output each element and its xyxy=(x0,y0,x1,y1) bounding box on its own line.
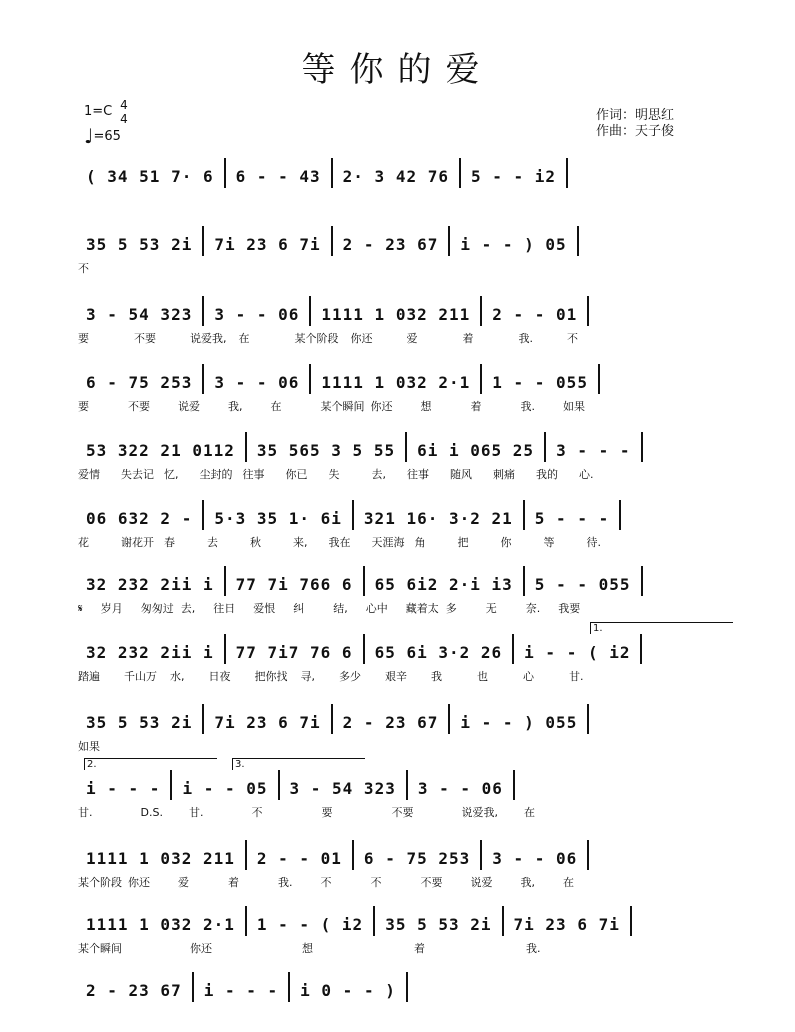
bar-line xyxy=(523,500,525,530)
measure: ( 34 51 7· 6 xyxy=(86,167,214,186)
lyric-word: 不 xyxy=(370,876,382,889)
bar-line xyxy=(331,158,333,188)
lyric-word: 你还 xyxy=(128,876,150,889)
measure: 3 - 54 323 xyxy=(289,779,396,798)
score-row xyxy=(0,623,795,694)
measure: 5·3 35 1· 6i xyxy=(214,509,342,528)
lyric-word: 往事 xyxy=(407,468,429,481)
measure: 1 - - ( i2 xyxy=(256,915,364,934)
lyric-word: 你已 xyxy=(285,468,308,481)
lyric-word: 不要 xyxy=(391,806,414,819)
lyric-word: 我. xyxy=(278,876,293,889)
lyric-word: 待. xyxy=(586,536,601,549)
measure: 1 - - 055 xyxy=(492,373,588,392)
score-row xyxy=(0,566,795,626)
lyric-word: 你还 xyxy=(350,332,373,345)
measure: 321 16· 3·2 21 xyxy=(363,509,513,528)
volta-mark: 3. xyxy=(232,758,365,770)
lyric-word: 日夜 xyxy=(208,670,231,683)
time-signature-bottom: 4 xyxy=(120,112,128,126)
measure: 53 322 21 0112 xyxy=(86,441,235,460)
lyric-word: 谢花开 xyxy=(121,536,154,549)
lyric-word: 天涯海 xyxy=(371,536,405,549)
lyric-word: 不 xyxy=(251,806,263,819)
bar-line xyxy=(363,566,365,596)
measure: 5 - - i2 xyxy=(470,167,557,186)
measure: 6 - 75 253 xyxy=(86,373,193,392)
notation-line xyxy=(78,634,738,660)
volta-mark: 2. xyxy=(84,758,217,770)
measure: 35 5 53 2i xyxy=(385,915,492,934)
measure: 2 - 23 67 xyxy=(342,235,439,254)
bar-line xyxy=(577,226,579,256)
measure: 3 - - 06 xyxy=(214,305,300,324)
bar-line xyxy=(245,840,247,870)
lyric-word: 如果 xyxy=(78,740,100,753)
lyricist-credit: 作词：明思红 xyxy=(596,108,675,123)
lyric-word: 我 xyxy=(431,670,442,683)
bar-line xyxy=(587,840,589,870)
lyric-word: 去, xyxy=(371,468,386,481)
lyric-word: 说爱 xyxy=(470,876,493,889)
lyric-line xyxy=(78,738,738,754)
lyric-word: 不要 xyxy=(420,876,443,889)
lyric-word: 去 xyxy=(207,536,218,549)
notation-line xyxy=(78,158,738,184)
lyric-line xyxy=(78,260,738,276)
bar-line xyxy=(459,158,461,188)
bar-line xyxy=(544,432,546,462)
bar-line xyxy=(587,704,589,734)
lyric-word: 踏遍 xyxy=(78,670,100,683)
score-row xyxy=(0,296,795,356)
measure: i - - - xyxy=(203,981,279,1000)
lyric-word: 千山万 xyxy=(124,670,157,683)
bar-line xyxy=(619,500,621,530)
measure: 35 5 53 2i xyxy=(86,235,193,254)
lyric-word: 你还 xyxy=(190,942,212,955)
lyric-word: 刺痛 xyxy=(493,468,515,481)
tempo-value: =65 xyxy=(93,129,121,144)
measure: 77 7i 766 6 xyxy=(235,575,353,594)
score-row xyxy=(0,759,795,830)
bar-line xyxy=(278,770,280,800)
bar-line xyxy=(406,770,408,800)
measure: 32 232 2ii i xyxy=(86,643,214,662)
bar-line xyxy=(480,364,482,394)
score-row xyxy=(0,364,795,424)
measure: 6 - 75 253 xyxy=(363,849,471,868)
lyric-line xyxy=(78,534,738,550)
measure: 2· 3 42 76 xyxy=(342,167,449,186)
measure: 7i 23 6 7i xyxy=(513,915,620,934)
notation-line xyxy=(78,364,738,390)
bar-line xyxy=(566,158,568,188)
score-row xyxy=(0,972,795,1032)
measure: 2 - - 01 xyxy=(256,849,342,868)
measure: 3 - 54 323 xyxy=(86,305,193,324)
composer-credit: 作曲：天子俊 xyxy=(596,124,675,139)
measure: 7i 23 6 7i xyxy=(214,713,321,732)
lyric-word: 着 xyxy=(470,400,482,413)
lyric-word: 爱 xyxy=(406,332,418,345)
notation-line xyxy=(78,704,738,730)
lyric-word: 想 xyxy=(420,400,432,413)
lyric-word: 不 xyxy=(320,876,332,889)
bar-line xyxy=(406,972,408,1002)
measure: i - - ( i2 xyxy=(524,643,631,662)
measure: i 0 - - ) xyxy=(300,981,396,1000)
lyric-word: 岁月 xyxy=(100,602,123,615)
lyric-word: 花 xyxy=(78,536,89,549)
notation-line xyxy=(78,500,738,526)
measure: 1111 1 032 211 xyxy=(86,849,235,868)
measure: 35 565 3 5 55 xyxy=(256,441,396,460)
lyric-word: 我. xyxy=(520,400,535,413)
lyric-word: 尘封的 xyxy=(199,468,233,481)
lyric-word: 我, xyxy=(228,400,243,413)
lyric-word: 爱情 xyxy=(78,468,100,481)
lyric-word: 不要 xyxy=(134,332,156,345)
lyric-word: 不要 xyxy=(128,400,150,413)
bar-line xyxy=(331,704,333,734)
lyric-word: 某个阶段 xyxy=(294,332,339,345)
bar-line xyxy=(630,906,632,936)
notation-line xyxy=(78,770,738,796)
measure: 32 232 2ii i xyxy=(86,575,214,594)
bar-line xyxy=(309,296,311,326)
measure: 1111 1 032 2·1 xyxy=(86,915,235,934)
lyric-word: 你还 xyxy=(370,400,393,413)
lyric-word: 不 xyxy=(78,262,89,275)
lyric-word: 往事 xyxy=(242,468,265,481)
credits xyxy=(596,108,674,140)
measure: 06 632 2 - xyxy=(86,509,193,528)
measure: 2 - 23 67 xyxy=(342,713,439,732)
lyric-word: 不 xyxy=(567,332,578,345)
volta-mark: 1. xyxy=(590,622,733,634)
score-row xyxy=(0,840,795,900)
lyric-word: 心. xyxy=(579,468,594,481)
bar-line xyxy=(448,226,450,256)
lyric-line xyxy=(78,330,738,346)
quarter-note-icon: ♩ xyxy=(84,124,94,148)
lyric-word: 寻, xyxy=(300,670,315,683)
lyric-word: 如果 xyxy=(563,400,585,413)
bar-line xyxy=(245,906,247,936)
notation-line xyxy=(78,296,738,322)
measure: 1111 1 032 211 xyxy=(321,305,471,324)
lyric-word: 失去记 xyxy=(121,468,154,481)
bar-line xyxy=(641,566,643,596)
lyric-word: 甘. xyxy=(569,670,584,683)
bar-line xyxy=(309,364,311,394)
measure: 3 - - 06 xyxy=(214,373,300,392)
lyric-word: 失 xyxy=(328,468,340,481)
lyric-word: 说爱我, xyxy=(190,332,227,345)
bar-line xyxy=(224,158,226,188)
lyric-line xyxy=(78,668,738,684)
bar-line xyxy=(352,500,354,530)
measure: 5 - - 055 xyxy=(534,575,631,594)
bar-line xyxy=(480,296,482,326)
lyric-word: 去, xyxy=(180,602,196,615)
time-signature-top: 4 xyxy=(120,98,128,112)
measure: 77 7i7 76 6 xyxy=(235,643,353,662)
lyric-word: 把你找 xyxy=(254,670,288,683)
lyric-word: 心 xyxy=(523,670,534,683)
lyric-word: 在 xyxy=(563,876,574,889)
bar-line xyxy=(373,906,375,936)
lyric-word: 𝄋 xyxy=(78,602,83,615)
lyric-line xyxy=(78,940,738,956)
lyric-word: 我在 xyxy=(328,536,351,549)
score-row xyxy=(0,432,795,492)
lyric-word: 着 xyxy=(414,942,425,955)
lyric-word: 来, xyxy=(293,536,308,549)
lyric-word: 把 xyxy=(457,536,469,549)
measure: 65 6i2 2·i i3 xyxy=(374,575,513,594)
measure: 6i i 065 25 xyxy=(417,441,535,460)
measure: i - - ) 055 xyxy=(460,713,578,732)
lyric-word: 水, xyxy=(170,670,185,683)
notation-line xyxy=(78,840,738,866)
bar-line xyxy=(202,364,204,394)
lyric-word: 无 xyxy=(485,602,497,615)
lyric-word: 秋 xyxy=(250,536,261,549)
lyric-word: 某个阶段 xyxy=(78,876,122,889)
bar-line xyxy=(448,704,450,734)
measure: 3 - - 06 xyxy=(417,779,503,798)
lyric-word: 在 xyxy=(238,332,250,345)
bar-line xyxy=(405,432,407,462)
measure: i - - 05 xyxy=(182,779,268,798)
notation-line xyxy=(78,226,738,252)
lyric-word: 要 xyxy=(321,806,333,819)
lyric-line xyxy=(78,398,738,414)
lyric-word: 角 xyxy=(414,536,426,549)
bar-line xyxy=(641,432,643,462)
measure: 3 - - 06 xyxy=(492,849,578,868)
bar-line xyxy=(224,634,226,664)
bar-line xyxy=(202,704,204,734)
lyric-word: 忆, xyxy=(164,468,179,481)
lyric-word: 某个瞬间 xyxy=(320,400,365,413)
measure: 2 - 23 67 xyxy=(86,981,182,1000)
lyric-word: 甘. xyxy=(188,806,204,819)
bar-line xyxy=(202,500,204,530)
bar-line xyxy=(513,770,515,800)
measure: 35 5 53 2i xyxy=(86,713,193,732)
lyric-word: 心中 xyxy=(365,602,388,615)
lyric-word: 纠 xyxy=(293,602,305,615)
notation-line xyxy=(78,906,738,932)
measure: i - - ) 05 xyxy=(460,235,567,254)
notation-line xyxy=(78,432,738,458)
lyric-word: 藏着太 xyxy=(405,602,439,615)
lyric-word: 某个瞬间 xyxy=(78,942,122,955)
lyric-line xyxy=(78,600,738,616)
measure: 5 - - - xyxy=(534,509,610,528)
bar-line xyxy=(598,364,600,394)
lyric-word: 匆匆过 xyxy=(140,602,174,615)
score-title: 等你的爱 xyxy=(301,50,494,90)
lyric-word: 你 xyxy=(500,536,512,549)
lyric-word: 着 xyxy=(228,876,239,889)
measure: 6 - - 43 xyxy=(235,167,321,186)
lyric-line xyxy=(78,804,738,820)
lyric-word: 想 xyxy=(302,942,313,955)
bar-line xyxy=(512,634,514,664)
bar-line xyxy=(245,432,247,462)
lyric-word: 多 xyxy=(445,602,457,615)
lyric-word: 往日 xyxy=(213,602,236,615)
score-row xyxy=(0,906,795,966)
measure: 1111 1 032 2·1 xyxy=(321,373,471,392)
score-row xyxy=(0,704,795,764)
bar-line xyxy=(224,566,226,596)
bar-line xyxy=(170,770,172,800)
lyric-word: 在 xyxy=(270,400,282,413)
bar-line xyxy=(202,296,204,326)
measure: 3 - - - xyxy=(556,441,631,460)
measure: 65 6i 3·2 26 xyxy=(374,643,503,662)
lyric-word: 随风 xyxy=(450,468,472,481)
lyric-word: 结, xyxy=(333,602,348,615)
bar-line xyxy=(331,226,333,256)
tempo-mark xyxy=(84,124,121,148)
bar-line xyxy=(202,226,204,256)
lyric-word: 在 xyxy=(523,806,535,819)
lyric-word: 爱恨 xyxy=(253,602,276,615)
bar-line xyxy=(587,296,589,326)
lyric-word: 要 xyxy=(78,400,89,413)
lyric-line xyxy=(78,874,738,890)
lyric-word: 我, xyxy=(520,876,535,889)
notation-line xyxy=(78,972,738,998)
bar-line xyxy=(480,840,482,870)
lyric-word: 我的 xyxy=(536,468,558,481)
key-signature: 1=C xyxy=(84,104,113,119)
lyric-word: 着 xyxy=(462,332,474,345)
notation-line xyxy=(78,566,738,592)
measure: 7i 23 6 7i xyxy=(214,235,321,254)
measure: i - - - xyxy=(86,779,161,798)
lyric-word: 我. xyxy=(518,332,533,345)
lyric-word: 春 xyxy=(164,536,175,549)
lyric-word: 说爱我, xyxy=(461,806,498,819)
lyric-line xyxy=(78,466,738,482)
lyric-word: 甘. xyxy=(78,806,93,819)
lyric-word: 说爱 xyxy=(178,400,200,413)
lyric-word: 要 xyxy=(78,332,89,345)
time-signature xyxy=(118,98,130,126)
lyric-word: 奈. xyxy=(525,602,541,615)
lyric-word: 艰辛 xyxy=(385,670,407,683)
bar-line xyxy=(640,634,642,664)
lyric-word: 爱 xyxy=(178,876,189,889)
bar-line xyxy=(192,972,194,1002)
lyric-word: 我要 xyxy=(558,602,581,615)
bar-line xyxy=(288,972,290,1002)
bar-line xyxy=(363,634,365,664)
lyric-word: 多少 xyxy=(339,670,361,683)
bar-line xyxy=(352,840,354,870)
score-row xyxy=(0,158,795,218)
lyric-word: 也 xyxy=(477,670,488,683)
score-row xyxy=(0,226,795,286)
score-row xyxy=(0,500,795,560)
measure: 2 - - 01 xyxy=(492,305,578,324)
lyric-word: 我. xyxy=(526,942,541,955)
bar-line xyxy=(502,906,504,936)
lyric-word: 等 xyxy=(543,536,555,549)
lyric-word: D.S. xyxy=(140,806,163,819)
bar-line xyxy=(523,566,525,596)
